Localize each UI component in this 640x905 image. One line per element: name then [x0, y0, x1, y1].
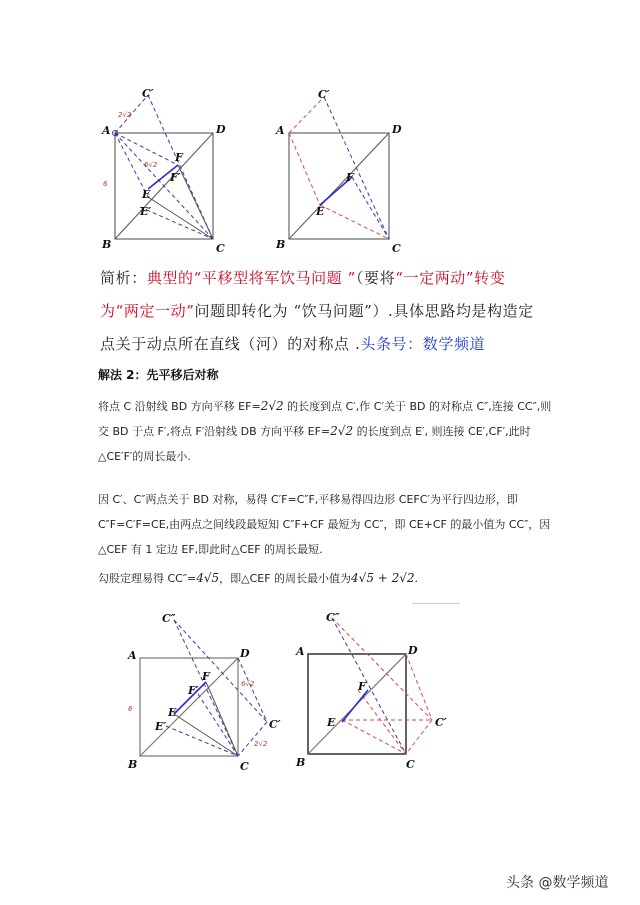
annotation-right-bottom: 2√2	[254, 740, 268, 748]
figure-top-right	[272, 85, 407, 255]
label-d: D	[392, 123, 402, 136]
label-f: F	[202, 670, 210, 683]
label-a: A	[296, 645, 305, 658]
label-e: E	[142, 188, 151, 201]
label-b: B	[296, 756, 306, 769]
analysis-text-1: （要将	[355, 269, 396, 287]
label-e: E	[168, 706, 177, 719]
math-expr: 4√5 + 2√2	[351, 571, 415, 585]
label-c: C	[216, 242, 225, 255]
label-f: F	[175, 151, 183, 164]
label-c: C	[406, 758, 415, 771]
label-b: B	[102, 238, 112, 251]
label-c-double: C″	[326, 611, 340, 624]
annotation-middle: 6√2	[144, 161, 158, 169]
figure-top-left	[100, 85, 230, 255]
annotation-top: 2√2	[118, 111, 132, 119]
solution-paragraph-1	[98, 394, 558, 469]
text: .	[414, 572, 419, 585]
analysis-lead: 简析：	[100, 269, 147, 287]
label-f: F	[358, 680, 366, 693]
annotation-side: 6	[128, 705, 133, 713]
label-c-double: C″	[162, 612, 176, 625]
annotation-side: 6	[103, 180, 108, 188]
label-c-prime: C′	[142, 87, 154, 100]
label-e-prime: E′	[140, 205, 152, 218]
analysis-highlight-1: 典型的“平移型将军饮马问题 ”	[146, 269, 356, 287]
label-a: A	[128, 649, 137, 662]
label-f-prime: F′	[188, 684, 199, 697]
math-expr: 4√5	[196, 571, 220, 585]
label-a: A	[102, 124, 111, 137]
figure-bottom-left	[122, 610, 292, 775]
label-f-prime: F′	[170, 171, 181, 184]
math-expr: 2√2	[260, 399, 284, 413]
label-c: C	[240, 760, 249, 773]
analysis-paragraph	[100, 262, 540, 361]
math-expr: 2√2	[330, 424, 354, 438]
analysis-highlight-2: “一定两动”转变为“两定一动”	[100, 269, 506, 320]
label-f: F	[346, 171, 354, 184]
watermark: 头条 @数学频道	[506, 875, 609, 891]
text: 将点 C 沿射线 BD 方向平移 EF=	[98, 400, 261, 413]
text: 的长度到点 C′,作 C′关于 BD 的对称点 C″,连接 CC″,则交 BD 于点 F′,将点 F′沿射线 DB 方向平移 EF=	[98, 400, 552, 438]
label-c-prime: C′	[269, 718, 281, 731]
source-tag: 头条号：数学频道	[360, 335, 486, 353]
analysis-text-2: 问题即转化为 “饮马问题”）.具体思路均是构造定点关于动点所在直线（河）的对称点 .	[100, 302, 534, 353]
label-c-prime: C′	[435, 716, 447, 729]
text: 勾股定理易得 CC″=	[98, 572, 197, 585]
label-b: B	[128, 758, 138, 771]
label-e: E	[327, 716, 336, 729]
label-e: E	[316, 205, 325, 218]
text: 的长度到点 E′, 则连接 CE′,CF′,此时△CE′F′的周长最小.	[98, 425, 531, 463]
label-d: D	[216, 123, 226, 136]
label-e-prime: E′	[155, 720, 167, 733]
label-d: D	[408, 644, 418, 657]
label-c-prime: C′	[318, 88, 330, 101]
label-a: A	[276, 124, 285, 137]
annotation-right-top: 6√2	[241, 680, 255, 688]
label-c: C	[392, 242, 401, 255]
figure-bottom-right	[292, 610, 467, 775]
divider	[412, 603, 460, 604]
label-d: D	[240, 647, 250, 660]
label-b: B	[276, 238, 286, 251]
solution-paragraph-2: 因 C′、C″两点关于 BD 对称，易得 C′F=C″F,平移易得四边形 CEFC′为平行四边形，即 C″F=C′F=CE,由两点之间线段最短知 C″F+CF 最短为 CC″，即 CE+CF 的最小值为 CC″，因△CEF 有 1 定边 EF,即此时△CEF 的周长最短.	[98, 493, 551, 556]
solution-paragraph-3	[98, 566, 558, 591]
text: ，即△CEF 的周长最小值为	[219, 572, 352, 585]
solution-heading: 解法 2：先平移后对称	[98, 368, 219, 382]
